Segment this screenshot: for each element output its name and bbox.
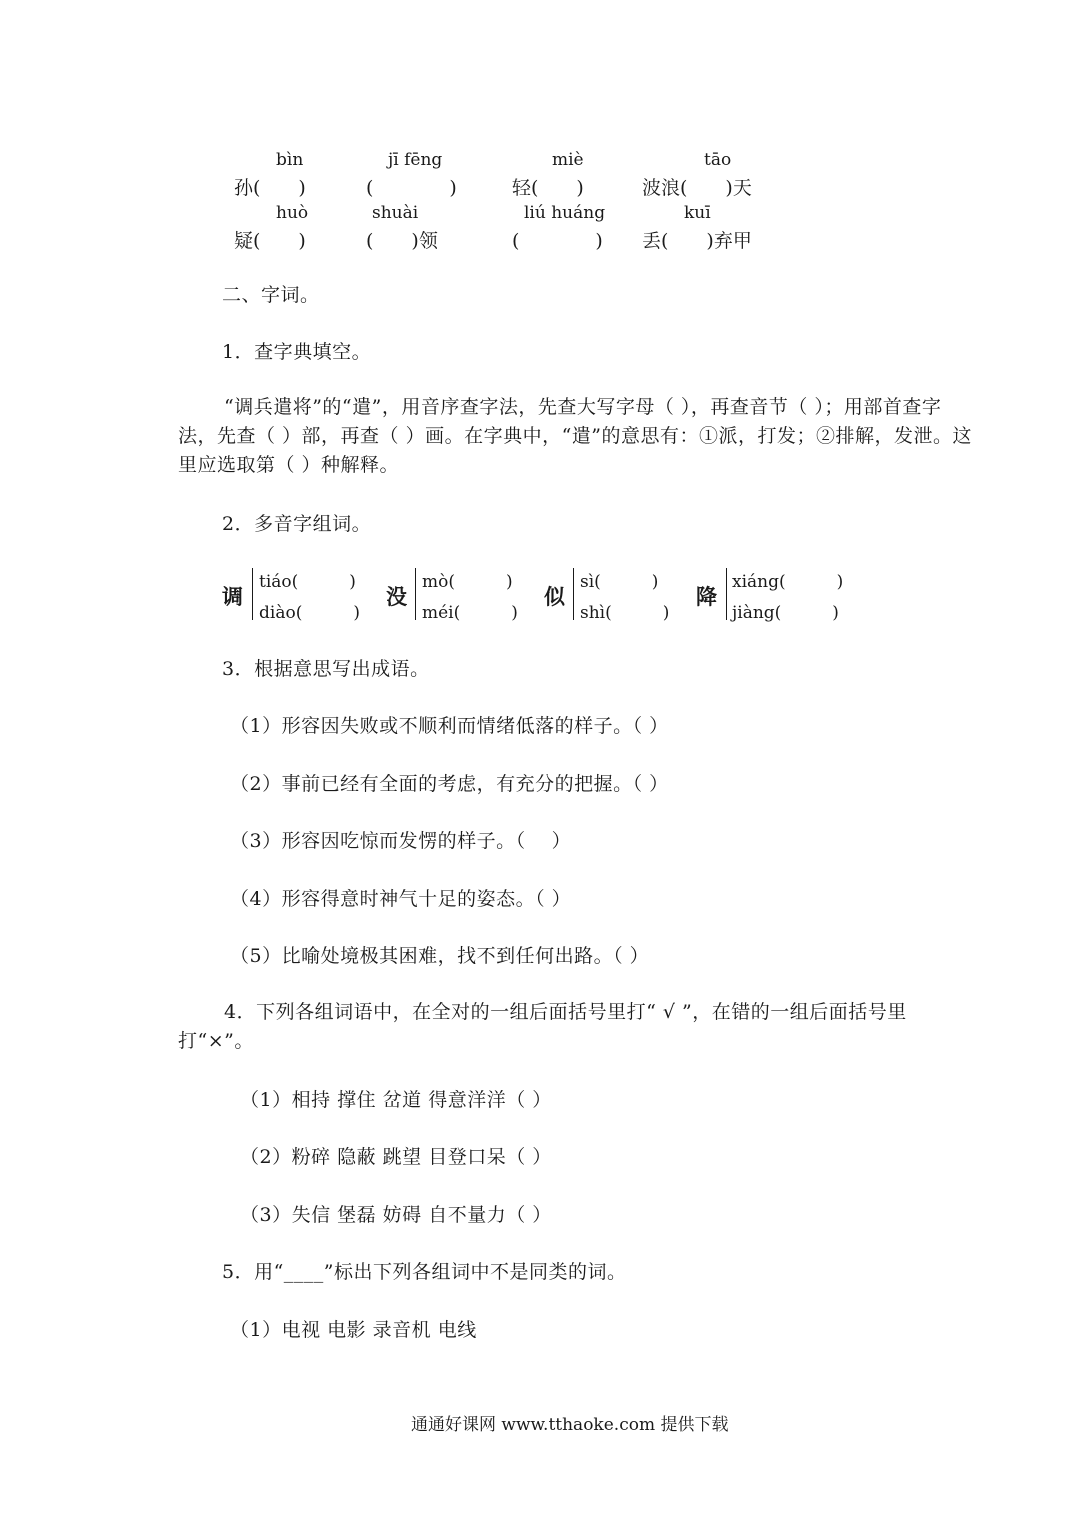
footer-text: 通通好课网 www.tthaoke.com 提供下载 [411,1415,729,1435]
pinyin-label: miè [552,150,584,170]
pinyin-label: bìn [276,150,304,170]
list-item: （3）形容因吃惊而发愣的样子。（ ） [230,830,572,852]
polyphone-reading: mò( ) [422,572,513,592]
list-item: （2）粉碎 隐蔽 跳望 目登口呆（ ） [240,1146,552,1168]
question-1-body: “调兵遣将”的“遣”，用音序查字法，先查大写字母（ ），再查音节（ ）；用部首查字法，先查（ ）部，再查（ ）画。在字典中，“遣”的意思有：①派，打发；②排解，发泄。这里应选取第（ ）种解释。 [178,396,973,476]
polyphone-char: 没 [386,584,407,609]
list-item: （2）事前已经有全面的考虑，有充分的把握。（ ） [230,773,669,795]
polyphone-char: 似 [544,584,565,609]
fill-blank-cell: 疑( ) [234,230,306,252]
pinyin-label: kuī [684,203,711,223]
list-item: （1）相持 撑住 岔道 得意洋洋（ ） [240,1089,552,1111]
pinyin-label: liú huáng [524,203,606,223]
list-item: （1）形容因失败或不顺利而情绪低落的样子。（ ） [230,715,669,737]
polyphone-reading: diào( ) [259,603,360,623]
brace-line [252,568,253,620]
polyphone-reading: méi( ) [422,603,518,623]
fill-blank-cell: ( )领 [366,230,438,252]
fill-blank-cell: ( ) [366,177,457,199]
list-item: （3）失信 堡磊 妨碍 自不量力（ ） [240,1204,552,1226]
question-4-body: 4．下列各组词语中，在全对的一组后面括号里打“ √ ”，在错的一组后面括号里打“×”。 [178,1001,907,1052]
brace-line [415,568,416,620]
section-heading: 二、字词。 [222,284,320,306]
brace-line [726,568,727,620]
list-item: （4）形容得意时神气十足的姿态。（ ） [230,888,572,910]
polyphone-reading: sì( ) [580,572,659,592]
pinyin-label: jī fēng [388,150,443,170]
fill-blank-cell: 丢( )弃甲 [642,230,752,252]
polyphone-reading: xiáng( ) [732,572,844,592]
polyphone-reading: shì( ) [580,603,670,623]
question-5-title: 5．用“____”标出下列各组词中不是同类的词。 [222,1261,627,1283]
polyphone-reading: tiáo( ) [259,572,356,592]
fill-blank-cell: 孙( ) [234,177,306,199]
polyphone-char: 降 [696,584,717,609]
fill-blank-cell: 波浪( )天 [642,177,752,199]
question-1-text [178,393,978,480]
question-3-title: 3．根据意思写出成语。 [222,658,430,680]
question-1-title: 1．查字典填空。 [222,341,372,363]
polyphone-char: 调 [222,584,243,609]
brace-line [573,568,574,620]
question-4-title [178,998,978,1056]
list-item: （1）电视 电影 录音机 电线 [230,1319,477,1341]
list-item: （5）比喻处境极其困难，找不到任何出路。（ ） [230,945,650,967]
polyphone-reading: jiàng( ) [732,603,839,623]
pinyin-label: tāo [704,150,732,170]
pinyin-label: huò [276,203,309,223]
question-2-title: 2．多音字组词。 [222,513,372,535]
pinyin-label: shuài [372,203,419,223]
fill-blank-cell: ( ) [512,230,603,252]
fill-blank-cell: 轻( ) [512,177,584,199]
